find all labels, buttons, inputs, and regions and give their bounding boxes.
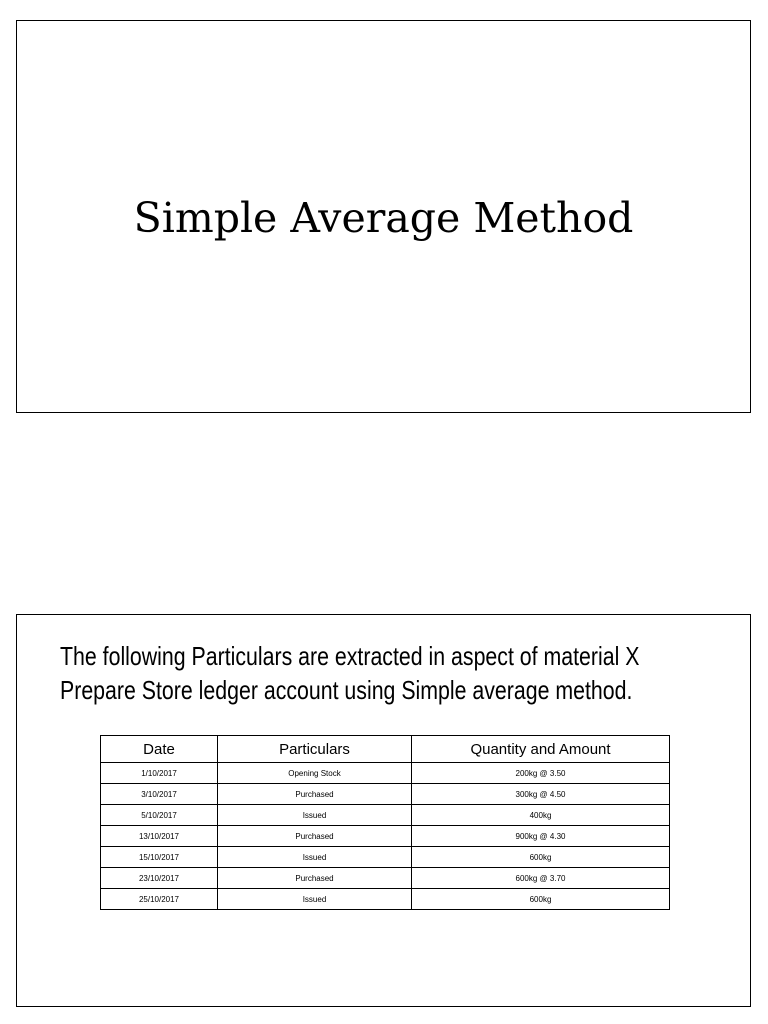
cell-date: 1/10/2017	[101, 763, 218, 784]
cell-quantity-amount: 400kg	[412, 805, 670, 826]
title-slide	[16, 20, 751, 413]
cell-quantity-amount: 300kg @ 4.50	[412, 784, 670, 805]
cell-particulars: Purchased	[218, 826, 412, 847]
cell-quantity-amount: 600kg	[412, 889, 670, 910]
cell-date: 15/10/2017	[101, 847, 218, 868]
cell-quantity-amount: 600kg @ 3.70	[412, 868, 670, 889]
cell-particulars: Purchased	[218, 868, 412, 889]
problem-line-2: Prepare Store ledger account using Simple average method.	[60, 675, 633, 705]
problem-line-1: The following Particulars are extracted in aspect of material X	[60, 641, 640, 671]
cell-date: 5/10/2017	[101, 805, 218, 826]
table-row	[101, 889, 670, 910]
problem-slide	[16, 614, 751, 1007]
cell-particulars: Issued	[218, 805, 412, 826]
cell-quantity-amount: 200kg @ 3.50	[412, 763, 670, 784]
cell-particulars: Issued	[218, 889, 412, 910]
cell-quantity-amount: 600kg	[412, 847, 670, 868]
cell-date: 3/10/2017	[101, 784, 218, 805]
cell-date: 23/10/2017	[101, 868, 218, 889]
table-row	[101, 826, 670, 847]
table-row	[101, 784, 670, 805]
header-date: Date	[101, 736, 218, 763]
cell-particulars: Opening Stock	[218, 763, 412, 784]
header-quantity-amount: Quantity and Amount	[412, 736, 670, 763]
ledger-table	[100, 735, 670, 910]
cell-date: 13/10/2017	[101, 826, 218, 847]
cell-date: 25/10/2017	[101, 889, 218, 910]
problem-statement	[60, 639, 640, 707]
table-header-row	[101, 736, 670, 763]
table-row	[101, 763, 670, 784]
cell-particulars: Purchased	[218, 784, 412, 805]
table-row	[101, 868, 670, 889]
cell-particulars: Issued	[218, 847, 412, 868]
cell-quantity-amount: 900kg @ 4.30	[412, 826, 670, 847]
table-row	[101, 847, 670, 868]
header-particulars: Particulars	[218, 736, 412, 763]
slide-title: Simple Average Method	[133, 194, 634, 242]
table-row	[101, 805, 670, 826]
